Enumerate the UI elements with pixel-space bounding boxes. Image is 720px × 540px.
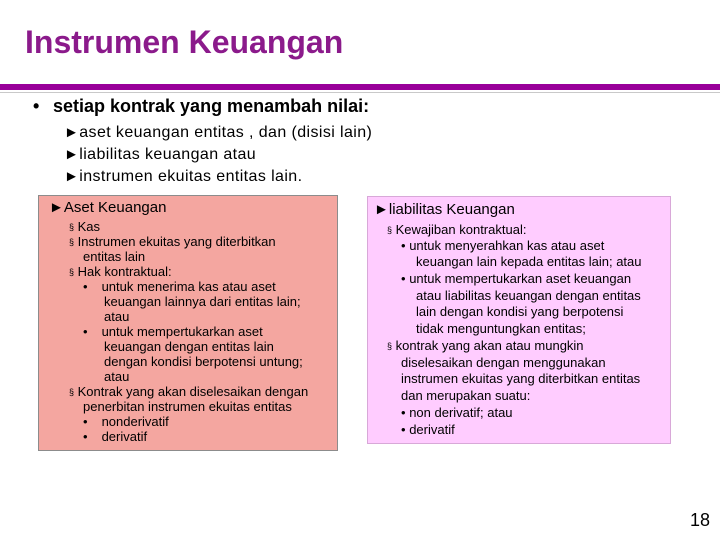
sub-list-item (401, 271, 631, 287)
sub-list-item-text: untuk menyerahkan kas atau aset (409, 238, 605, 253)
sub-list-item-continued: atau (104, 369, 130, 384)
list-item (387, 222, 526, 239)
sub-list-item-continued: atau (104, 309, 130, 324)
arrow-icon: ► (374, 201, 389, 218)
sub-list-item-text: untuk mempertukarkan aset (101, 324, 263, 339)
sub-list-item (401, 422, 455, 438)
intro-list (64, 122, 372, 188)
square-bullet-icon: § (69, 237, 75, 247)
sub-list-item (401, 238, 604, 254)
intro-list-item (64, 166, 372, 188)
liabilitas-keuangan-box (367, 196, 671, 444)
sub-list-item-continued: keuangan lain kepada entitas lain; atau (416, 254, 642, 269)
list-item-continued: penerbitan instrumen ekuitas entitas (83, 399, 292, 414)
heading-text: liabilitas Keuangan (388, 201, 515, 218)
list-item-text: Hak kontraktual: (77, 264, 172, 279)
sub-list-item-text: untuk mempertukarkan aset keuangan (409, 271, 632, 286)
intro-bullet (33, 96, 369, 117)
sub-list-item (401, 405, 513, 421)
list-item-text: Instrumen ekuitas yang diterbitkan (77, 234, 276, 249)
sub-list-item-text: untuk menerima kas atau aset (101, 279, 276, 294)
aset-keuangan-box (38, 195, 338, 451)
sub-list-item-text: derivatif (101, 429, 148, 444)
dot-bullet-icon: • (401, 238, 406, 253)
dot-bullet-icon: • (401, 422, 406, 437)
square-bullet-icon: § (69, 387, 75, 397)
list-item-continued: diselesaikan dengan menggunakan (401, 355, 606, 370)
page-title: Instrumen Keuangan (25, 24, 344, 60)
square-bullet-icon: § (69, 222, 75, 232)
aset-keuangan-heading (49, 200, 166, 216)
sub-list-item (83, 429, 147, 445)
list-item-text: kontrak yang akan atau mungkin (395, 338, 584, 353)
arrow-icon: ► (64, 146, 80, 163)
list-item-text: Kewajiban kontraktual: (395, 222, 527, 237)
intro-text: setiap kontrak yang menambah nilai: (53, 96, 370, 116)
list-item-text: Kas (77, 219, 101, 234)
intro-list-item-text: aset keuangan entitas , dan (disisi lain) (79, 124, 373, 141)
intro-list-item-text: liabilitas keuangan atau (79, 146, 257, 163)
dot-bullet-icon: • (401, 271, 406, 286)
sub-list-item-text: nonderivatif (101, 414, 169, 429)
arrow-icon: ► (64, 168, 80, 185)
square-bullet-icon: § (69, 267, 75, 277)
sub-list-item-continued: keuangan lainnya dari entitas lain; (104, 294, 301, 309)
sub-list-item (83, 414, 169, 430)
dot-bullet-icon: • (83, 414, 88, 429)
dot-bullet-icon: • (83, 429, 88, 444)
sub-list-item (83, 279, 276, 295)
square-bullet-icon: § (387, 225, 393, 235)
heading-text: Aset Keuangan (63, 199, 167, 216)
arrow-icon: ► (64, 124, 80, 141)
square-bullet-icon: § (387, 341, 393, 351)
list-item-continued: instrumen ekuitas yang diterbitkan entitas (401, 371, 641, 386)
dot-bullet-icon: • (83, 279, 88, 294)
sub-list-item-continued: atau liabilitas keuangan dengan entitas (416, 288, 641, 303)
list-item-continued: entitas lain (83, 249, 146, 264)
sub-list-item-text: derivatif (409, 422, 455, 437)
sub-list-item-continued: lain dengan kondisi yang berpotensi (416, 304, 624, 319)
list-item (387, 338, 584, 355)
intro-list-item (64, 122, 372, 144)
dot-bullet-icon: • (401, 405, 406, 420)
dot-bullet-icon: • (83, 324, 88, 339)
sub-list-item (83, 324, 263, 340)
intro-list-item-text: instrumen ekuitas entitas lain. (79, 168, 303, 185)
sub-list-item-continued: keuangan dengan entitas lain (104, 339, 274, 354)
list-item-continued: dan merupakan suatu: (401, 388, 531, 403)
liabilitas-keuangan-heading (374, 202, 515, 218)
sub-list-item-continued: dengan kondisi berpotensi untung; (104, 354, 303, 369)
page-number: 18 (690, 510, 711, 530)
title-divider-shadow (0, 92, 720, 93)
arrow-icon: ► (49, 199, 64, 216)
list-item-text: Kontrak yang akan diselesaikan dengan (77, 384, 309, 399)
title-divider (0, 84, 720, 90)
bullet-dot: • (33, 96, 40, 116)
sub-list-item-continued: tidak menguntungkan entitas; (416, 321, 586, 336)
intro-list-item (64, 144, 372, 166)
sub-list-item-text: non derivatif; atau (409, 405, 513, 420)
